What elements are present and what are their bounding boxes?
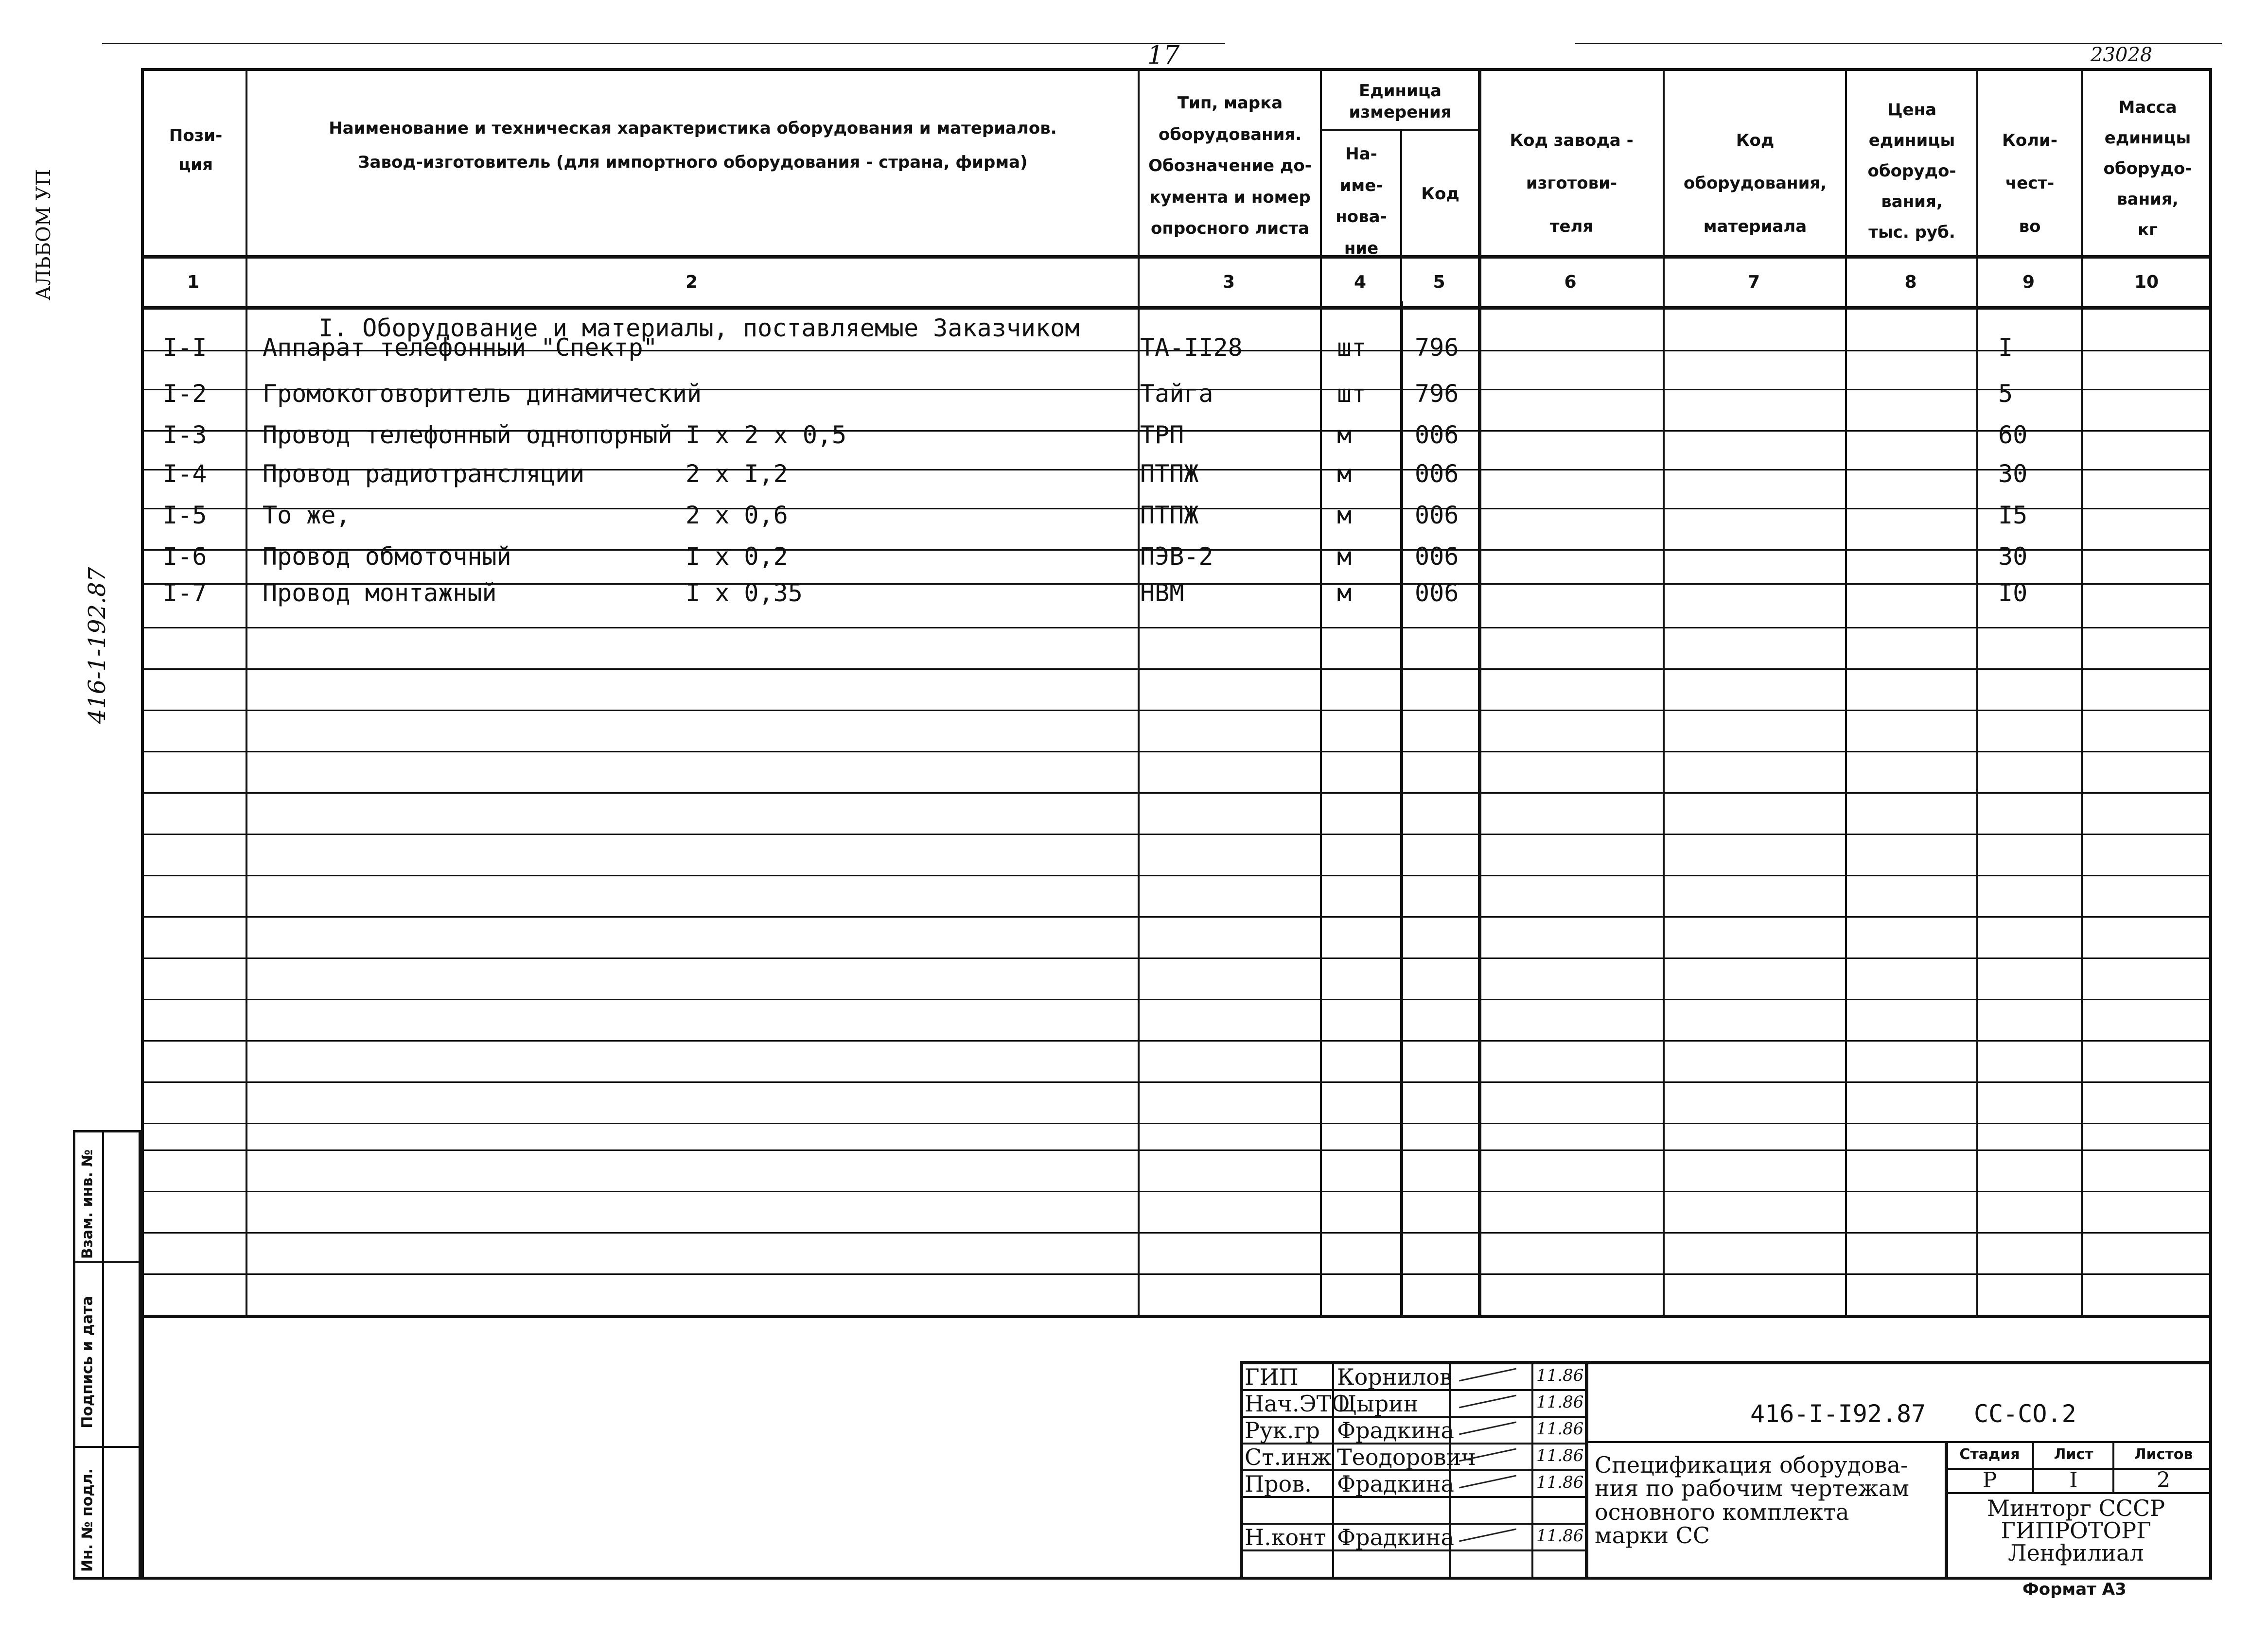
stamp-title: Спецификация оборудова- ния по рабочим чертежам основного комплекта марки СС <box>1595 1452 1909 1549</box>
row-type: ПЭВ-2 <box>1140 542 1213 571</box>
side-label-inv: Ин. № подл. <box>79 1468 96 1572</box>
col-number-7: 7 <box>1747 272 1760 292</box>
row-line <box>141 957 2212 959</box>
stamp-person: Теодорович <box>1337 1444 1476 1470</box>
format-label: Формат А3 <box>2022 1580 2127 1599</box>
header-equipment-code: Код оборудования, материала <box>1683 131 1827 236</box>
side-label-signature: Подпись и дата <box>79 1296 96 1428</box>
row-line <box>141 1149 2212 1151</box>
stamp-person: Фрадкина <box>1337 1471 1454 1497</box>
stamp-sheet: I <box>2069 1468 2078 1493</box>
row-name: Провод обмоточный <box>263 542 511 571</box>
row-line <box>141 1232 2212 1234</box>
section-title: I. Оборудование и материалы, поставляемые Заказчиком <box>318 314 1080 342</box>
row-quantity: I5 <box>1998 501 2028 529</box>
row-line <box>141 1273 2212 1275</box>
stamp-stage-div-1 <box>2032 1441 2034 1492</box>
row-unit-code: 006 <box>1415 421 1459 449</box>
row-line <box>141 668 2212 670</box>
drawing-frame <box>141 68 2212 1580</box>
row-position: I-I <box>163 333 207 362</box>
stamp-organization: Минторг СССР ГИПРОТОРГ Ленфилиал <box>1987 1495 2165 1566</box>
row-unit-name: м <box>1337 501 1352 529</box>
header-name-line2: Завод-изготовитель (для импортного оборудования - страна, фирма) <box>358 153 1028 172</box>
row-line <box>141 627 2212 628</box>
col-number-2: 2 <box>685 272 698 292</box>
top-rule-left <box>102 43 1225 44</box>
row-dimension: I x 0,35 <box>686 579 803 607</box>
row-line <box>141 751 2212 752</box>
stamp-col-date <box>1585 1361 1588 1580</box>
row-position: I-4 <box>163 460 207 488</box>
row-unit-name: м <box>1337 421 1352 449</box>
stamp-stage-label: Стадия <box>1959 1446 2020 1463</box>
col-number-8: 8 <box>1904 272 1917 292</box>
stamp-stage-div-2 <box>2112 1441 2114 1492</box>
header-type: Тип, марка оборудования. Обозначение до- кумента и номер опросного листа <box>1148 93 1312 239</box>
stamp-sheets-label: Листов <box>2134 1446 2193 1463</box>
row-dimension: 2 x 0,6 <box>686 501 788 529</box>
header-bottom-line <box>141 255 2212 259</box>
row-name: Провод телефонный однопорный <box>263 421 672 449</box>
col-number-9: 9 <box>2022 272 2035 292</box>
stamp-date: 11.86 <box>1536 1392 1584 1412</box>
row-name: Провод монтажный <box>263 579 497 607</box>
album-label: АЛЬБОМ УП <box>33 169 55 301</box>
stamp-date: 11.86 <box>1536 1526 1584 1546</box>
page-number: 17 <box>1147 41 1180 70</box>
row-unit-code: 006 <box>1415 501 1459 529</box>
stamp-role: Н.конт <box>1245 1524 1326 1550</box>
stamp-date: 11.86 <box>1536 1366 1584 1385</box>
stamp-person: Фрадкина <box>1337 1524 1454 1550</box>
row-type: ТРП <box>1140 421 1184 449</box>
row-line <box>141 710 2212 711</box>
row-position: I-2 <box>163 380 207 408</box>
row-line <box>141 1123 2212 1124</box>
header-unit-code: Код <box>1421 184 1459 204</box>
row-quantity: 60 <box>1998 421 2028 449</box>
row-dimension: I x 0,2 <box>686 542 788 571</box>
row-type: ПТПЖ <box>1140 501 1199 529</box>
stamp-doc-code: 416-I-I92.87 <box>1750 1400 1926 1428</box>
header-maker-code: Код завода - изготови- теля <box>1510 131 1634 236</box>
row-name: Громокоговоритель динамический <box>263 380 702 408</box>
row-quantity: 5 <box>1998 380 2013 408</box>
row-unit-code: 796 <box>1415 333 1459 362</box>
row-line <box>141 792 2212 794</box>
row-position: I-5 <box>163 501 207 529</box>
row-line <box>141 1081 2212 1083</box>
row-line <box>141 875 2212 876</box>
row-position: I-6 <box>163 542 207 571</box>
stamp-role: Ст.инж <box>1245 1444 1332 1470</box>
col-number-3: 3 <box>1222 272 1235 292</box>
row-name: То же, <box>263 501 351 529</box>
row-position: I-7 <box>163 579 207 607</box>
row-type: Тайга <box>1140 380 1213 408</box>
col-number-5: 5 <box>1433 272 1445 292</box>
stamp-role: Рук.гр <box>1245 1417 1320 1444</box>
row-line <box>141 999 2212 1000</box>
stamp-doc-mark: СС-СО.2 <box>1974 1400 2076 1428</box>
stamp-code-bottom <box>1585 1441 2212 1443</box>
stamp-person: Цырин <box>1337 1391 1419 1417</box>
row-line <box>141 1040 2212 1042</box>
row-unit-name: м <box>1337 579 1352 607</box>
row-unit-code: 006 <box>1415 542 1459 571</box>
stamp-date: 11.86 <box>1536 1446 1584 1465</box>
stamp-date: 11.86 <box>1536 1419 1584 1439</box>
row-name: Аппарат телефонный "Спектр" <box>263 333 658 362</box>
row-line <box>141 1191 2212 1192</box>
stamp-role: Нач.ЭТО <box>1245 1391 1350 1417</box>
col-line-4-thick <box>1400 301 1403 1315</box>
col-number-4: 4 <box>1354 272 1367 292</box>
side-doc-code: 416-1-192.87 <box>84 567 111 724</box>
row-line <box>141 916 2212 918</box>
stamp-date: 11.86 <box>1536 1473 1584 1492</box>
stamp-person: Фрадкина <box>1337 1417 1454 1444</box>
stamp-sheet-label: Лист <box>2054 1446 2093 1463</box>
side-strip-divider <box>102 1130 104 1580</box>
archive-number: 23028 <box>2091 44 2153 66</box>
table-bottom-line <box>141 1315 2212 1318</box>
header-unit: Единица измерения <box>1349 81 1452 122</box>
col-number-1: 1 <box>187 272 200 292</box>
row-position: I-3 <box>163 421 207 449</box>
stamp-sheets: 2 <box>2157 1468 2170 1493</box>
side-label-replace: Взам. инв. № <box>79 1149 96 1259</box>
col-number-10: 10 <box>2134 272 2159 292</box>
stamp-person: Корнилов <box>1337 1364 1452 1390</box>
col-number-6: 6 <box>1564 272 1577 292</box>
row-unit-code: 796 <box>1415 380 1459 408</box>
row-quantity: 30 <box>1998 542 2028 571</box>
row-name: Провод радиотрансляции <box>263 460 585 488</box>
header-quantity: Коли- чест- во <box>2002 131 2057 236</box>
row-type: ТА-II28 <box>1140 333 1243 362</box>
numbers-bottom-line <box>141 306 2212 310</box>
stamp-role: Пров. <box>1245 1471 1312 1497</box>
row-quantity: 30 <box>1998 460 2028 488</box>
row-unit-name: м <box>1337 542 1352 571</box>
row-quantity: I0 <box>1998 579 2028 607</box>
row-line <box>141 834 2212 835</box>
unit-header-divider <box>1320 129 1478 131</box>
header-name-line1: Наименование и техническая характеристика оборудования и материалов. <box>329 119 1057 138</box>
row-unit-name: м <box>1337 460 1352 488</box>
header-mass: Масса единицы оборудо- вания, кг <box>2103 98 2192 240</box>
row-type: ПТПЖ <box>1140 460 1199 488</box>
row-type: НВМ <box>1140 579 1184 607</box>
row-unit-code: 006 <box>1415 460 1459 488</box>
header-position: Пози- ция <box>169 126 223 174</box>
stamp-stage: Р <box>1982 1468 1997 1493</box>
header-price: Цена единицы оборудо- вания, тыс. руб. <box>1867 100 1956 242</box>
row-dimension: I x 2 x 0,5 <box>686 421 847 449</box>
stamp-role: ГИП <box>1245 1364 1299 1390</box>
row-quantity: I <box>1998 333 2013 362</box>
header-unit-name: На- име- нова- ние <box>1336 144 1387 258</box>
row-unit-name: шт <box>1337 333 1367 362</box>
row-unit-code: 006 <box>1415 579 1459 607</box>
row-unit-name: шт <box>1337 380 1367 408</box>
row-dimension: 2 x I,2 <box>686 460 788 488</box>
